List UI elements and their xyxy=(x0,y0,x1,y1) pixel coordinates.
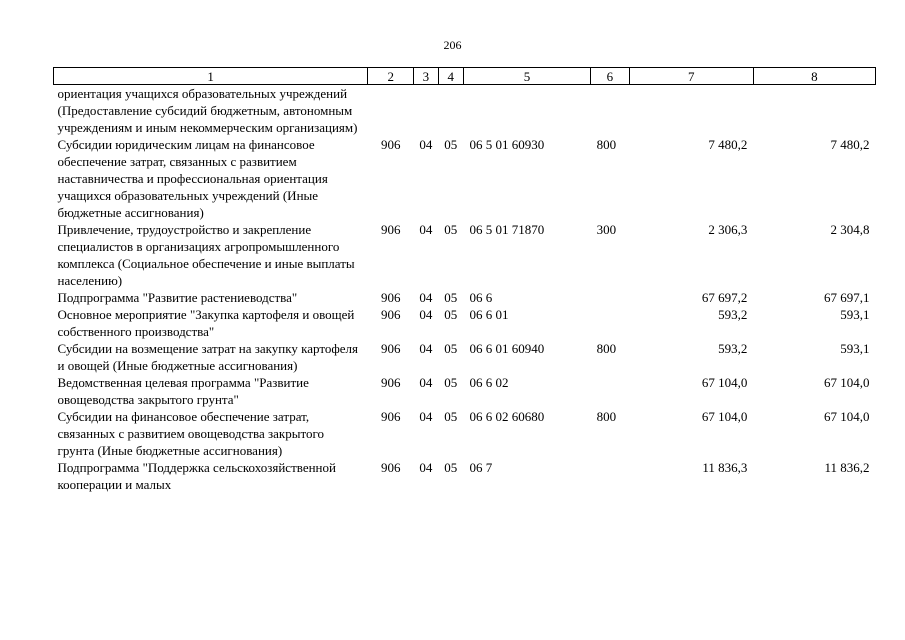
row-name: Привлечение, трудоустройство и закрепление специалистов в организациях агропромышленного комплекса (Социальное обеспечение и иные выплаты населению) xyxy=(57,222,355,288)
amount-col8: 67 104,0 xyxy=(824,409,870,424)
amount-col8 xyxy=(753,85,875,137)
section-code: 04 xyxy=(419,341,433,356)
row-name: Основное мероприятие "Закупка картофеля и овощей собственного производства" xyxy=(57,307,355,339)
table-row xyxy=(54,408,876,459)
section-code: 04 xyxy=(419,307,433,322)
target-article-code: 06 6 01 xyxy=(469,307,509,322)
section-code xyxy=(414,85,438,137)
budget-table xyxy=(53,67,876,493)
section-code: 04 xyxy=(419,222,433,237)
amount-col7: 7 480,2 xyxy=(708,137,748,152)
column-header: 7 xyxy=(629,68,753,85)
subsection-code: 05 xyxy=(444,375,458,390)
target-article-code: 06 6 xyxy=(469,290,493,305)
expense-type-code: 800 xyxy=(596,341,617,356)
ministry-code: 906 xyxy=(380,137,401,152)
expense-type-code xyxy=(591,289,630,306)
row-name: Ведомственная целевая программа "Развитие овощеводства закрытого грунта" xyxy=(57,375,309,407)
table-row xyxy=(54,221,876,289)
row-name: Подпрограмма "Развитие растениеводства" xyxy=(57,290,298,305)
table-row xyxy=(54,459,876,493)
row-name: Субсидии юридическим лицам на финансовое обеспечение затрат, связанных с развитием наставничества и профессиональная ориентация учащихся образовательных учреждений (Иные бюджетные ассигнования) xyxy=(57,137,328,220)
expense-type-code: 300 xyxy=(596,222,617,237)
amount-col7: 593,2 xyxy=(718,307,748,322)
subsection-code: 05 xyxy=(444,290,458,305)
expense-type-code xyxy=(591,459,630,493)
section-code: 04 xyxy=(419,375,433,390)
table-row xyxy=(54,374,876,408)
amount-col8: 593,1 xyxy=(840,341,870,356)
column-header: 6 xyxy=(591,68,630,85)
table-row xyxy=(54,340,876,374)
expense-type-code xyxy=(591,306,630,340)
expense-type-code: 800 xyxy=(596,137,617,152)
page-number: 206 xyxy=(443,38,462,52)
row-name: ориентация учащихся образовательных учреждений (Предоставление субсидий бюджетным, автономным учреждениям и иным некоммерческим организациям) xyxy=(57,86,358,135)
target-article-code: 06 5 01 60930 xyxy=(469,137,545,152)
table-row xyxy=(54,289,876,306)
column-header: 5 xyxy=(463,68,590,85)
row-name: Подпрограмма "Поддержка сельскохозяйственной кооперации и малых xyxy=(57,460,336,492)
section-code: 04 xyxy=(419,460,433,475)
target-article-code: 06 6 02 60680 xyxy=(469,409,545,424)
amount-col8: 11 836,2 xyxy=(824,460,870,475)
subsection-code: 05 xyxy=(444,460,458,475)
section-code: 04 xyxy=(419,137,433,152)
row-name: Субсидии на возмещение затрат на закупку картофеля и овощей (Иные бюджетные ассигнования) xyxy=(57,341,358,373)
table-row xyxy=(54,136,876,221)
expense-type-code xyxy=(591,374,630,408)
subsection-code: 05 xyxy=(444,307,458,322)
target-article-code: 06 6 01 60940 xyxy=(469,341,545,356)
column-header-row xyxy=(54,68,876,85)
amount-col8: 2 304,8 xyxy=(830,222,870,237)
amount-col7: 67 697,2 xyxy=(701,290,748,305)
amount-col7 xyxy=(629,85,753,137)
column-header: 1 xyxy=(54,68,368,85)
amount-col8: 67 697,1 xyxy=(824,290,870,305)
column-header: 8 xyxy=(753,68,875,85)
amount-col7: 2 306,3 xyxy=(708,222,748,237)
expense-type-code xyxy=(591,85,630,137)
subsection-code xyxy=(438,85,463,137)
ministry-code xyxy=(368,85,414,137)
column-header: 4 xyxy=(438,68,463,85)
column-header: 3 xyxy=(414,68,438,85)
amount-col7: 67 104,0 xyxy=(701,409,748,424)
target-article-code xyxy=(463,85,590,137)
expense-type-code: 800 xyxy=(596,409,617,424)
ministry-code: 906 xyxy=(380,460,401,475)
ministry-code: 906 xyxy=(380,341,401,356)
section-code: 04 xyxy=(419,290,433,305)
ministry-code: 906 xyxy=(380,290,401,305)
ministry-code: 906 xyxy=(380,222,401,237)
subsection-code: 05 xyxy=(444,341,458,356)
subsection-code: 05 xyxy=(444,222,458,237)
amount-col7: 67 104,0 xyxy=(701,375,748,390)
table-row xyxy=(54,306,876,340)
amount-col7: 11 836,3 xyxy=(702,460,748,475)
target-article-code: 06 6 02 xyxy=(469,375,509,390)
table-row xyxy=(54,85,876,137)
amount-col8: 67 104,0 xyxy=(824,375,870,390)
column-header: 2 xyxy=(368,68,414,85)
target-article-code: 06 5 01 71870 xyxy=(469,222,545,237)
target-article-code: 06 7 xyxy=(469,460,493,475)
row-name: Субсидии на финансовое обеспечение затрат, связанных с развитием овощеводства закрытого грунта (Иные бюджетные ассигнования) xyxy=(57,409,324,458)
amount-col8: 593,1 xyxy=(840,307,870,322)
section-code: 04 xyxy=(419,409,433,424)
ministry-code: 906 xyxy=(380,375,401,390)
amount-col8: 7 480,2 xyxy=(830,137,870,152)
subsection-code: 05 xyxy=(444,137,458,152)
amount-col7: 593,2 xyxy=(718,341,748,356)
subsection-code: 05 xyxy=(444,409,458,424)
ministry-code: 906 xyxy=(380,307,401,322)
ministry-code: 906 xyxy=(380,409,401,424)
